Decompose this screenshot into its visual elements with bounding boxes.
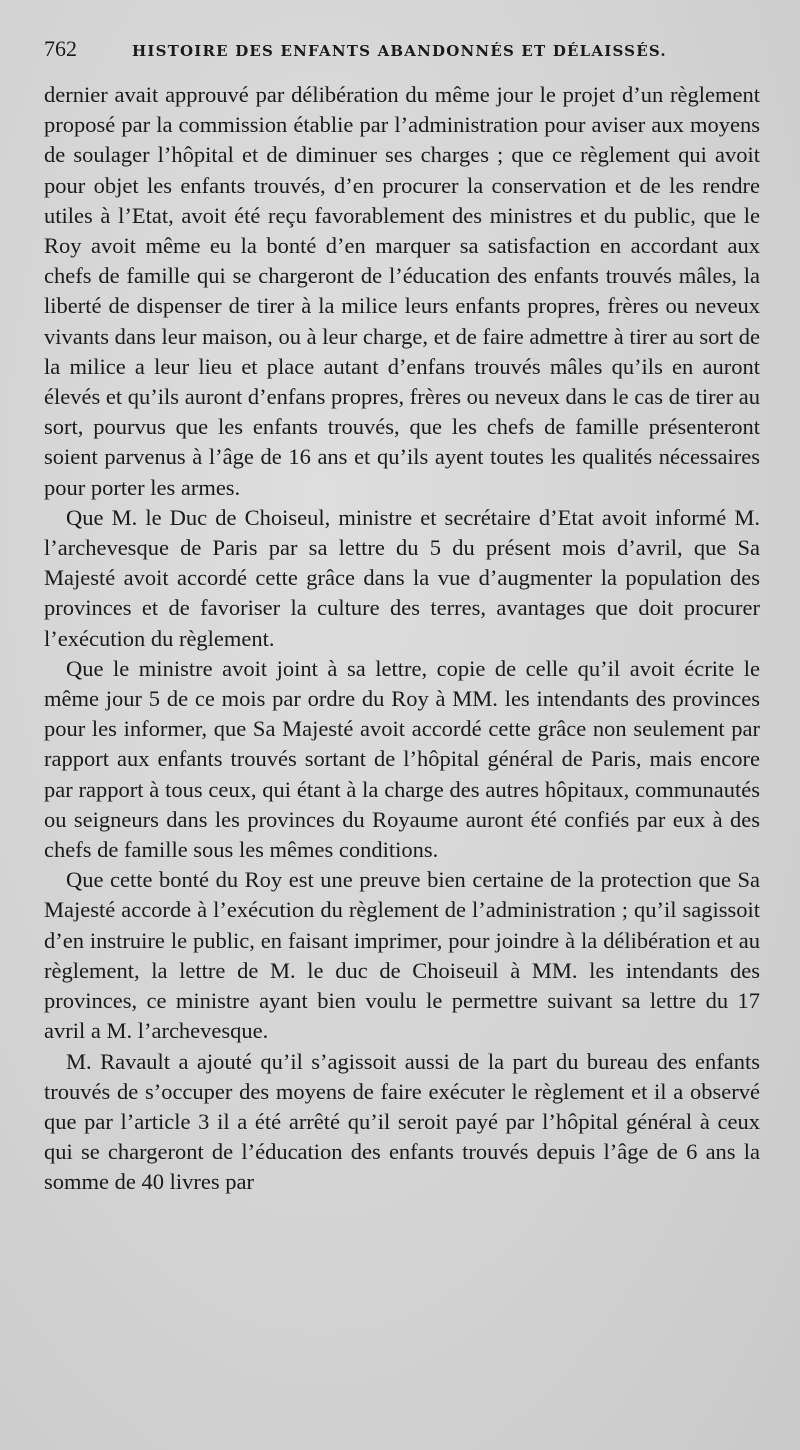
paragraph: Que le ministre avoit joint à sa lettre, copie de celle qu’il avoit écrite le même jour 5 de ce mois par ordre du Roy à MM. les intendants des provinces pour les informer, que Sa Majesté avoit accordé cette grâce non seulement par rapport aux enfants trouvés sortant de l’hôpital général de Paris, mais encore par rapport à tous ceux, qui étant à la charge des autres hôpitaux, communautés ou seigneurs dans les provinces du Royaume auront été confiés par eux à des chefs de famille sous les mêmes conditions. (44, 655, 760, 863)
body-text (44, 80, 760, 1198)
page-number: 762 (44, 36, 77, 61)
paragraph-continuation: dernier avait approuvé par délibération du même jour le projet d’un règlement proposé par la commission établie par l’administration pour aviser aux moyens de soulager l’hôpital et de diminuer ses charges ; que ce règlement qui avoit pour objet les enfants trouvés, d’en procurer la conservation et de les rendre utiles à l’Etat, avoit été reçu favorablement des ministres et du public, que le Roy avoit même eu la bonté d’en marquer sa satisfaction en accordant aux chefs de famille qui se chargeront de l’éducation des enfants trouvés mâles, la liberté de dispenser de tirer à la milice leurs enfants propres, frères ou neveux vivants dans leur maison, ou à leur charge, et de faire admettre à tirer au sort de la milice a leur lieu et place autant d’enfans trouvés mâles qu’ils en auront élevés et qu’ils auront d’enfans propres, frères ou neveux dans le cas de tirer au sort, pourvus que les enfants trouvés, que les chefs de famille présenteront soient parvenus à l’âge de 16 ans et qu’ils ayent toutes les qualités nécessaires pour porter les armes. (44, 82, 760, 500)
page-header (44, 36, 760, 76)
running-title: HISTOIRE DES ENFANTS ABANDONNÉS ET DÉLAISSÉS. (132, 42, 667, 60)
paragraph: Que cette bonté du Roy est une preuve bien certaine de la protection que Sa Majesté accorde à l’exécution du règlement de l’administration ; qu’il sagissoit d’en instruire le public, en faisant imprimer, pour joindre à la délibération et au règlement, la lettre de M. le duc de Choiseuil à MM. les intendants des provinces, ce ministre ayant bien voulu le permettre suivant sa lettre du 17 avril a M. l’archevesque. (44, 867, 760, 1044)
paragraph: Que M. le Duc de Choiseul, ministre et secrétaire d’Etat avoit informé M. l’archevesque de Paris par sa lettre du 5 du présent mois d’avril, que Sa Majesté avoit accordé cette grâce dans la vue d’augmenter la population des provinces et de favoriser la culture des terres, avantages que doit procurer l’exécution du règlement. (44, 504, 760, 651)
paragraph: M. Ravault a ajouté qu’il s’agissoit aussi de la part du bureau des enfants trouvés de s’occuper des moyens de faire exécuter le règlement et il a observé que par l’article 3 il a été arrêté qu’il seroit payé par l’hôpital général à ceux qui se chargeront de l’éducation des enfants trouvés depuis l’âge de 6 ans la somme de 40 livres par (44, 1048, 760, 1195)
